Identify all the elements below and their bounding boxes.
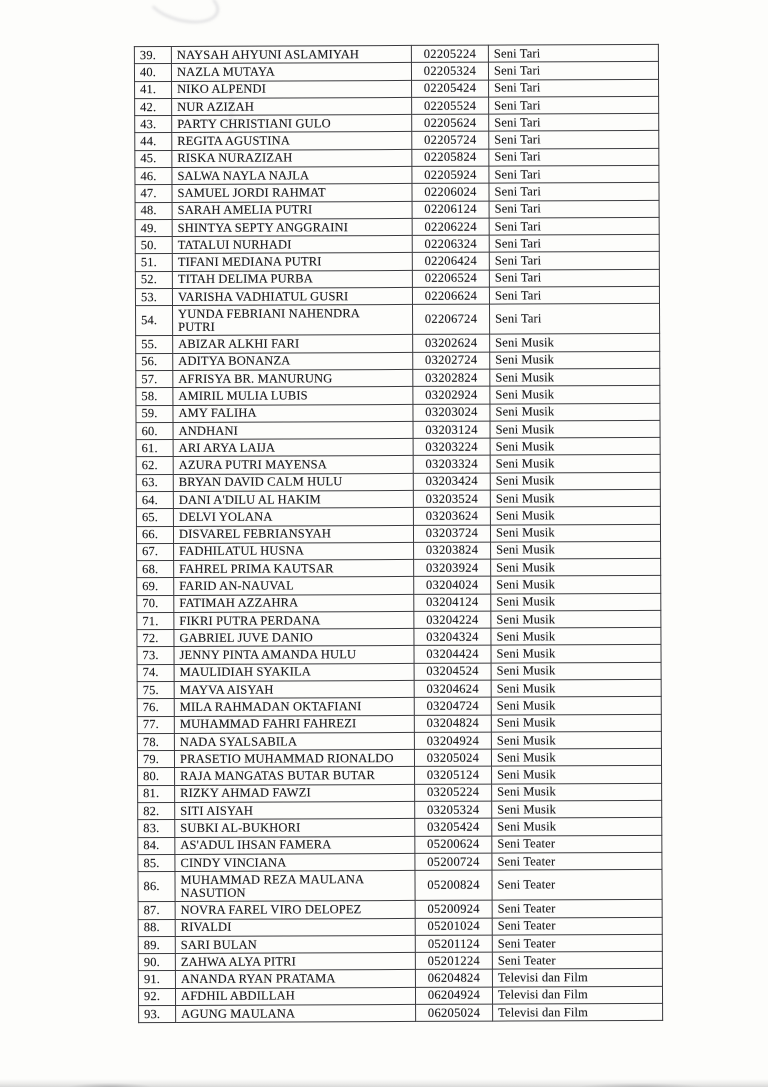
cell-nim: 03204524 xyxy=(414,663,491,681)
cell-name: MUHAMMAD REZA MAULANA NASUTION xyxy=(175,871,415,902)
cell-name: CINDY VINCIANA xyxy=(175,853,415,871)
cell-name: SARAH AMELIA PUTRI xyxy=(172,201,412,219)
cell-name: MILA RAHMADAN OKTAFIANI xyxy=(174,698,414,716)
cell-name: AFRISYA BR. MANURUNG xyxy=(173,369,413,387)
cell-name: TIFANI MEDIANA PUTRI xyxy=(172,253,412,271)
cell-no: 50. xyxy=(135,237,172,254)
cell-program: Seni Teater xyxy=(492,952,662,970)
cell-no: 88. xyxy=(138,919,175,936)
cell-name: DELVI YOLANA xyxy=(173,508,413,526)
cell-program: Seni Musik xyxy=(491,662,661,680)
cell-nim: 03202924 xyxy=(413,386,490,404)
cell-program: Seni Tari xyxy=(489,217,659,235)
cell-program: Seni Musik xyxy=(491,628,661,646)
cell-nim: 03204024 xyxy=(414,576,491,594)
cell-program: Seni Tari xyxy=(489,286,659,304)
cell-no: 58. xyxy=(136,388,173,405)
cell-name: RISKA NURAZIZAH xyxy=(172,149,412,167)
cell-no: 82. xyxy=(138,802,175,819)
cell-no: 83. xyxy=(138,820,175,837)
cell-no: 66. xyxy=(136,526,173,543)
cell-name: DANI A'DILU AL HAKIM xyxy=(173,490,413,508)
cell-program: Seni Musik xyxy=(490,334,660,352)
cell-program: Seni Musik xyxy=(490,403,660,421)
cell-name: VARISHA VADHIATUL GUSRI xyxy=(172,287,412,305)
cell-program: Seni Tari xyxy=(489,165,659,183)
cell-no: 54. xyxy=(136,306,173,336)
cell-no: 48. xyxy=(135,202,172,219)
cell-no: 52. xyxy=(135,271,172,288)
cell-no: 61. xyxy=(136,440,173,457)
cell-program: Seni Musik xyxy=(490,351,660,369)
cell-name: REGITA AGUSTINA xyxy=(172,132,412,150)
cell-nim: 02205424 xyxy=(412,80,489,98)
cell-no: 71. xyxy=(137,612,174,629)
cell-name: NIKO ALPENDI xyxy=(172,80,412,98)
cell-program: Seni Teater xyxy=(492,869,662,900)
cell-nim: 03203724 xyxy=(413,525,490,543)
cell-nim: 03204824 xyxy=(414,715,491,733)
cell-nim: 05200924 xyxy=(415,900,492,918)
cell-program: Seni Musik xyxy=(490,507,660,525)
cell-program: Seni Musik xyxy=(491,558,661,576)
cell-program: Seni Teater xyxy=(492,852,662,870)
cell-nim: 03204324 xyxy=(414,628,491,646)
cell-no: 40. xyxy=(134,64,171,81)
cell-no: 84. xyxy=(138,837,175,854)
cell-program: Seni Musik xyxy=(491,645,661,663)
cell-no: 60. xyxy=(136,422,173,439)
cell-no: 51. xyxy=(135,254,172,271)
cell-name: RIZKY AHMAD FAWZI xyxy=(175,784,415,802)
cell-name: FATIMAH AZZAHRA xyxy=(174,594,414,612)
cell-nim: 03204724 xyxy=(414,697,491,715)
cell-program: Seni Musik xyxy=(492,766,662,784)
cell-name: FADHILATUL HUSNA xyxy=(174,542,414,560)
cell-no: 77. xyxy=(137,716,174,733)
cell-name: SHINTYA SEPTY ANGGRAINI xyxy=(172,218,412,236)
cell-nim: 03203424 xyxy=(413,473,490,491)
cell-nim: 03205024 xyxy=(414,749,491,767)
cell-name: JENNY PINTA AMANDA HULU xyxy=(174,646,414,664)
cell-name: NOVRA FAREL VIRO DELOPEZ xyxy=(175,901,415,919)
cell-nim: 05201124 xyxy=(415,935,492,953)
cell-no: 57. xyxy=(136,370,173,387)
cell-program: Seni Musik xyxy=(492,800,662,818)
cell-nim: 02205624 xyxy=(412,114,489,132)
cell-no: 70. xyxy=(137,595,174,612)
cell-name: ZAHWA ALYA PITRI xyxy=(175,953,415,971)
cell-nim: 02206424 xyxy=(412,252,489,270)
cell-program: Seni Tari xyxy=(489,96,659,114)
cell-no: 72. xyxy=(137,630,174,647)
cell-program: Seni Musik xyxy=(491,610,661,628)
cell-no: 41. xyxy=(135,81,172,98)
cell-nim: 03203824 xyxy=(414,542,491,560)
cell-no: 39. xyxy=(134,46,171,63)
cell-name: AGUNG MAULANA xyxy=(176,1004,416,1022)
cell-program: Seni Tari xyxy=(488,62,658,80)
cell-program: Seni Musik xyxy=(490,455,660,473)
cell-nim: 03203624 xyxy=(413,507,490,525)
cell-program: Televisi dan Film xyxy=(492,986,662,1004)
cell-no: 55. xyxy=(136,336,173,353)
cell-no: 44. xyxy=(135,133,172,150)
cell-nim: 03204124 xyxy=(414,594,491,612)
cell-nim: 02206224 xyxy=(412,218,489,236)
cell-no: 89. xyxy=(138,936,175,953)
cell-nim: 02205824 xyxy=(412,149,489,167)
cell-no: 90. xyxy=(138,954,175,971)
cell-no: 78. xyxy=(137,733,174,750)
cell-nim: 03204624 xyxy=(414,680,491,698)
cell-name: ADITYA BONANZA xyxy=(173,352,413,370)
cell-name: RIVALDI xyxy=(175,918,415,936)
cell-nim: 02206024 xyxy=(412,183,489,201)
cell-nim: 02205324 xyxy=(411,62,488,80)
cell-program: Seni Tari xyxy=(489,183,659,201)
cell-no: 91. xyxy=(138,971,175,988)
cell-name: AMY FALIHA xyxy=(173,404,413,422)
cell-name: MUHAMMAD FAHRI FAHREZI xyxy=(174,715,414,733)
cell-name: YUNDA FEBRIANI NAHENDRA PUTRI xyxy=(173,305,413,336)
cell-program: Seni Musik xyxy=(490,489,660,507)
cell-nim: 05201024 xyxy=(415,918,492,936)
cell-nim: 03205324 xyxy=(415,801,492,819)
cell-program: Seni Musik xyxy=(490,437,660,455)
cell-no: 73. xyxy=(137,647,174,664)
cell-no: 74. xyxy=(137,664,174,681)
cell-name: AFDHIL ABDILLAH xyxy=(175,987,415,1005)
cell-name: PARTY CHRISTIANI GULO xyxy=(172,115,412,133)
cell-name: ANDHANI xyxy=(173,421,413,439)
cell-name: TITAH DELIMA PURBA xyxy=(172,270,412,288)
cell-name: SITI AISYAH xyxy=(175,801,415,819)
cell-no: 81. xyxy=(138,785,175,802)
cell-no: 79. xyxy=(137,751,174,768)
cell-no: 65. xyxy=(136,509,173,526)
cell-no: 68. xyxy=(137,561,174,578)
cell-nim: 02206724 xyxy=(413,304,490,335)
cell-no: 47. xyxy=(135,185,172,202)
student-roster-table xyxy=(134,44,663,1024)
cell-name: PRASETIO MUHAMMAD RIONALDO xyxy=(174,750,414,768)
cell-program: Seni Musik xyxy=(491,679,661,697)
cell-program: Seni Tari xyxy=(489,200,659,218)
cell-name: ANANDA RYAN PRATAMA xyxy=(175,970,415,988)
cell-no: 76. xyxy=(137,699,174,716)
cell-nim: 05200624 xyxy=(415,836,492,854)
cell-program: Televisi dan Film xyxy=(492,969,662,987)
cell-nim: 03203324 xyxy=(413,455,490,473)
cell-nim: 02205524 xyxy=(412,97,489,115)
cell-program: Seni Teater xyxy=(492,917,662,935)
cell-name: GABRIEL JUVE DANIO xyxy=(174,629,414,647)
cell-no: 56. xyxy=(136,353,173,370)
cell-program: Seni Musik xyxy=(491,749,661,767)
cell-no: 69. xyxy=(137,578,174,595)
cell-no: 53. xyxy=(135,288,172,305)
cell-nim: 03204224 xyxy=(414,611,491,629)
table-row xyxy=(138,869,662,901)
cell-name: FAHREL PRIMA KAUTSAR xyxy=(174,559,414,577)
cell-name: SAMUEL JORDI RAHMAT xyxy=(172,184,412,202)
cell-name: AS'ADUL IHSAN FAMERA xyxy=(175,836,415,854)
cell-no: 80. xyxy=(138,768,175,785)
cell-program: Seni Teater xyxy=(492,835,662,853)
cell-program: Seni Musik xyxy=(490,472,660,490)
cell-name: MAYVA AISYAH xyxy=(174,680,414,698)
cell-nim: 02206124 xyxy=(412,201,489,219)
cell-program: Seni Tari xyxy=(489,252,659,270)
cell-no: 42. xyxy=(135,98,172,115)
cell-program: Seni Tari xyxy=(489,148,659,166)
cell-nim: 03202724 xyxy=(413,352,490,370)
cell-name: RAJA MANGATAS BUTAR BUTAR xyxy=(175,767,415,785)
cell-no: 59. xyxy=(136,405,173,422)
cell-name: NAZLA MUTAYA xyxy=(171,63,411,81)
cell-name: FARID AN-NAUVAL xyxy=(174,577,414,595)
cell-program: Seni Musik xyxy=(490,386,660,404)
cell-name: SARI BULAN xyxy=(175,935,415,953)
cell-nim: 06204824 xyxy=(415,970,492,988)
cell-name: SALWA NAYLA NAJLA xyxy=(172,166,412,184)
cell-name: AMIRIL MULIA LUBIS xyxy=(173,387,413,405)
cell-name: TATALUI NURHADI xyxy=(172,236,412,254)
cell-nim: 03202624 xyxy=(413,335,490,353)
cell-no: 75. xyxy=(137,682,174,699)
cell-nim: 05201224 xyxy=(415,952,492,970)
cell-nim: 02205724 xyxy=(412,132,489,150)
cell-no: 45. xyxy=(135,150,172,167)
cell-name: NUR AZIZAH xyxy=(172,97,412,115)
roster-body xyxy=(134,44,662,1023)
cell-program: Seni Tari xyxy=(489,234,659,252)
cell-program: Seni Tari xyxy=(489,79,659,97)
cell-program: Seni Musik xyxy=(490,420,660,438)
cell-nim: 02206524 xyxy=(412,270,489,288)
cell-no: 64. xyxy=(136,491,173,508)
scan-edge-bottom xyxy=(0,1079,768,1087)
cell-nim: 02206324 xyxy=(412,235,489,253)
cell-program: Seni Musik xyxy=(490,368,660,386)
cell-nim: 03203524 xyxy=(413,490,490,508)
cell-program: Seni Musik xyxy=(492,818,662,836)
cell-name: ARI ARYA LAIJA xyxy=(173,439,413,457)
cell-name: MAULIDIAH SYAKILA xyxy=(174,663,414,681)
cell-program: Seni Musik xyxy=(491,714,661,732)
cell-program: Seni Musik xyxy=(491,731,661,749)
cell-program: Seni Musik xyxy=(491,697,661,715)
cell-nim: 03203224 xyxy=(413,438,490,456)
cell-nim: 03204424 xyxy=(414,646,491,664)
cell-no: 43. xyxy=(135,116,172,133)
cell-no: 62. xyxy=(136,457,173,474)
cell-name: AZURA PUTRI MAYENSA xyxy=(173,456,413,474)
cell-no: 87. xyxy=(138,902,175,919)
cell-nim: 03203124 xyxy=(413,421,490,439)
cell-name: DISVAREL FEBRIANSYAH xyxy=(173,525,413,543)
cell-name: NAYSAH AHYUNI ASLAMIYAH xyxy=(171,45,411,63)
cell-no: 63. xyxy=(136,474,173,491)
cell-nim: 05200824 xyxy=(415,870,492,901)
table-row xyxy=(136,304,660,336)
cell-nim: 05200724 xyxy=(415,853,492,871)
cell-program: Seni Tari xyxy=(490,304,660,335)
cell-no: 85. xyxy=(138,854,175,871)
cell-no: 93. xyxy=(139,1005,176,1022)
cell-nim: 03203024 xyxy=(413,404,490,422)
cell-program: Seni Teater xyxy=(492,934,662,952)
scan-smudge-top xyxy=(143,0,224,30)
cell-name: ABIZAR ALKHI FARI xyxy=(173,335,413,353)
cell-program: Seni Tari xyxy=(489,131,659,149)
cell-program: Seni Musik xyxy=(491,541,661,559)
table-row xyxy=(139,1003,663,1023)
cell-program: Seni Teater xyxy=(492,900,662,918)
cell-program: Seni Tari xyxy=(489,113,659,131)
cell-nim: 03205224 xyxy=(415,784,492,802)
cell-name: BRYAN DAVID CALM HULU xyxy=(173,473,413,491)
cell-no: 49. xyxy=(135,219,172,236)
cell-nim: 02205224 xyxy=(411,45,488,63)
cell-program: Televisi dan Film xyxy=(493,1003,663,1021)
cell-nim: 02205924 xyxy=(412,166,489,184)
cell-nim: 06204924 xyxy=(415,987,492,1005)
cell-program: Seni Tari xyxy=(489,269,659,287)
cell-no: 46. xyxy=(135,167,172,184)
cell-no: 92. xyxy=(138,988,175,1005)
cell-nim: 03205424 xyxy=(415,818,492,836)
cell-nim: 03202824 xyxy=(413,369,490,387)
cell-program: Seni Musik xyxy=(491,593,661,611)
cell-nim: 03205124 xyxy=(415,767,492,785)
cell-program: Seni Musik xyxy=(491,576,661,594)
cell-program: Seni Musik xyxy=(490,524,660,542)
cell-program: Seni Musik xyxy=(492,783,662,801)
cell-name: NADA SYALSABILA xyxy=(174,732,414,750)
cell-nim: 02206624 xyxy=(412,287,489,305)
cell-name: SUBKI AL-BUKHORI xyxy=(175,819,415,837)
cell-nim: 03204924 xyxy=(414,732,491,750)
cell-nim: 03203924 xyxy=(414,559,491,577)
cell-no: 86. xyxy=(138,872,175,902)
cell-name: FIKRI PUTRA PERDANA xyxy=(174,611,414,629)
cell-no: 67. xyxy=(137,543,174,560)
cell-program: Seni Tari xyxy=(488,44,658,62)
cell-nim: 06205024 xyxy=(416,1004,493,1022)
